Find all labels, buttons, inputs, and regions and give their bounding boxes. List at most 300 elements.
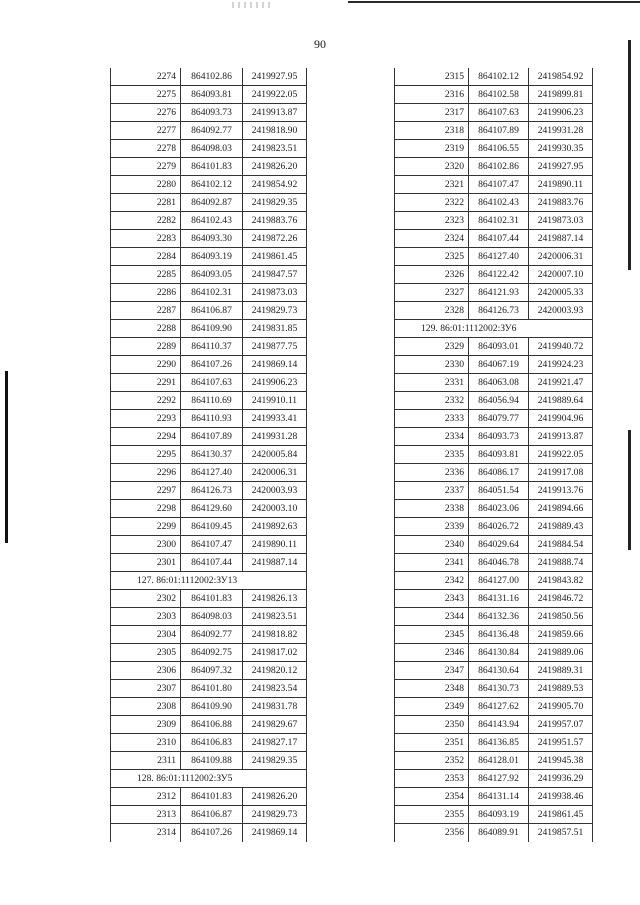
table-row — [111, 392, 307, 410]
coordinate-x: 864097.32 — [181, 662, 243, 680]
point-number: 2284 — [111, 248, 181, 266]
coordinate-x: 864101.83 — [181, 158, 243, 176]
coordinate-x: 864093.05 — [181, 266, 243, 284]
coordinate-x: 864127.40 — [469, 248, 529, 266]
coordinate-x: 864107.44 — [181, 554, 243, 572]
table-row — [395, 230, 593, 248]
coordinate-x: 864101.83 — [181, 590, 243, 608]
table-row — [111, 824, 307, 842]
coordinate-y: 2419829.67 — [243, 716, 307, 734]
table-row — [395, 644, 593, 662]
coordinate-x: 864126.73 — [181, 482, 243, 500]
coordinate-y: 2419817.02 — [243, 644, 307, 662]
table-row — [395, 752, 593, 770]
coordinate-y: 2419927.95 — [529, 158, 593, 176]
scan-edge-mark-right-lower — [628, 430, 631, 550]
coordinate-y: 2419904.96 — [529, 410, 593, 428]
coordinate-y: 2419906.23 — [529, 104, 593, 122]
point-number: 2313 — [111, 806, 181, 824]
point-number: 2348 — [395, 680, 469, 698]
point-number: 2328 — [395, 302, 469, 320]
page-number: 90 — [314, 37, 326, 51]
table-row — [395, 680, 593, 698]
coordinate-x: 864109.45 — [181, 518, 243, 536]
coordinate-x: 864106.87 — [181, 302, 243, 320]
parcel-section-title: 127. 86:01:1112002:ЗУ13 — [111, 572, 307, 590]
table-row — [111, 320, 307, 338]
coordinate-x: 864102.31 — [181, 284, 243, 302]
point-number: 2305 — [111, 644, 181, 662]
table-row — [395, 410, 593, 428]
coordinate-x: 864107.89 — [469, 122, 529, 140]
coordinate-y: 2420006.31 — [529, 248, 593, 266]
coordinate-y: 2419887.14 — [243, 554, 307, 572]
coordinate-x: 864106.88 — [181, 716, 243, 734]
coordinate-x: 864051.54 — [469, 482, 529, 500]
coordinate-x: 864127.92 — [469, 770, 529, 788]
coordinate-y: 2419913.87 — [529, 428, 593, 446]
coordinate-x: 864026.72 — [469, 518, 529, 536]
coordinate-x: 864079.77 — [469, 410, 529, 428]
coordinate-x: 864107.89 — [181, 428, 243, 446]
point-number: 2353 — [395, 770, 469, 788]
coordinate-x: 864110.37 — [181, 338, 243, 356]
coordinate-x: 864109.90 — [181, 698, 243, 716]
coordinate-y: 2419823.51 — [243, 608, 307, 626]
coordinate-y: 2420005.84 — [243, 446, 307, 464]
coordinate-y: 2419831.78 — [243, 698, 307, 716]
point-number: 2334 — [395, 428, 469, 446]
table-row — [395, 734, 593, 752]
point-number: 2325 — [395, 248, 469, 266]
coordinate-y: 2419936.29 — [529, 770, 593, 788]
point-number: 2346 — [395, 644, 469, 662]
point-number: 2309 — [111, 716, 181, 734]
table-row — [111, 680, 307, 698]
point-number: 2295 — [111, 446, 181, 464]
coordinate-y: 2419906.23 — [243, 374, 307, 392]
table-row — [395, 248, 593, 266]
coordinate-x: 864102.12 — [181, 176, 243, 194]
table-row — [111, 410, 307, 428]
table-row — [111, 536, 307, 554]
point-number: 2290 — [111, 356, 181, 374]
point-number: 2335 — [395, 446, 469, 464]
table-row — [395, 104, 593, 122]
parcel-section-title: 129. 86:01:1112002:ЗУ6 — [395, 320, 593, 338]
table-row — [111, 284, 307, 302]
coordinate-y: 2419933.41 — [243, 410, 307, 428]
coordinate-y: 2419899.81 — [529, 86, 593, 104]
coordinate-x: 864131.14 — [469, 788, 529, 806]
table-row — [395, 806, 593, 824]
table-row — [111, 212, 307, 230]
coordinate-y: 2420007.10 — [529, 266, 593, 284]
section-row — [395, 320, 593, 338]
coordinate-x: 864102.43 — [181, 212, 243, 230]
point-number: 2315 — [395, 68, 469, 86]
point-number: 2342 — [395, 572, 469, 590]
point-number: 2323 — [395, 212, 469, 230]
coordinate-x: 864107.44 — [469, 230, 529, 248]
table-row — [111, 122, 307, 140]
point-number: 2326 — [395, 266, 469, 284]
coordinate-x: 864107.47 — [181, 536, 243, 554]
coordinate-y: 2419829.35 — [243, 194, 307, 212]
table-row — [111, 104, 307, 122]
coordinate-x: 864107.26 — [181, 356, 243, 374]
scan-edge-mark-right — [628, 40, 631, 270]
coordinate-y: 2419847.57 — [243, 266, 307, 284]
point-number: 2275 — [111, 86, 181, 104]
table-row — [395, 284, 593, 302]
coordinate-x: 864098.03 — [181, 140, 243, 158]
coordinate-y: 2419930.35 — [529, 140, 593, 158]
point-number: 2354 — [395, 788, 469, 806]
table-row — [111, 482, 307, 500]
table-row — [395, 122, 593, 140]
point-number: 2281 — [111, 194, 181, 212]
coordinate-y: 2419889.31 — [529, 662, 593, 680]
table-row — [395, 464, 593, 482]
point-number: 2318 — [395, 122, 469, 140]
table-row — [395, 482, 593, 500]
point-number: 2307 — [111, 680, 181, 698]
coordinate-x: 864102.58 — [469, 86, 529, 104]
point-number: 2336 — [395, 464, 469, 482]
coordinate-x: 864130.64 — [469, 662, 529, 680]
coordinate-y: 2419892.63 — [243, 518, 307, 536]
point-number: 2322 — [395, 194, 469, 212]
coordinate-y: 2419884.54 — [529, 536, 593, 554]
point-number: 2339 — [395, 518, 469, 536]
coordinate-y: 2419820.12 — [243, 662, 307, 680]
point-number: 2347 — [395, 662, 469, 680]
point-number: 2319 — [395, 140, 469, 158]
coordinate-y: 2419927.95 — [243, 68, 307, 86]
point-number: 2310 — [111, 734, 181, 752]
point-number: 2287 — [111, 302, 181, 320]
point-number: 2345 — [395, 626, 469, 644]
point-number: 2304 — [111, 626, 181, 644]
coordinate-y: 2419889.43 — [529, 518, 593, 536]
coordinate-x: 864067.19 — [469, 356, 529, 374]
coordinate-x: 864063.08 — [469, 374, 529, 392]
coordinate-y: 2420006.31 — [243, 464, 307, 482]
point-number: 2332 — [395, 392, 469, 410]
coordinate-x: 864093.30 — [181, 230, 243, 248]
coordinate-x: 864127.40 — [181, 464, 243, 482]
point-number: 2306 — [111, 662, 181, 680]
point-number: 2279 — [111, 158, 181, 176]
point-number: 2282 — [111, 212, 181, 230]
coordinate-y: 2420005.33 — [529, 284, 593, 302]
coordinate-x: 864143.94 — [469, 716, 529, 734]
point-number: 2294 — [111, 428, 181, 446]
table-row — [395, 770, 593, 788]
parcel-section-title: 128. 86:01:1112002:ЗУ5 — [111, 770, 307, 788]
coordinate-x: 864102.43 — [469, 194, 529, 212]
table-row — [395, 68, 593, 86]
point-number: 2340 — [395, 536, 469, 554]
coordinate-y: 2419924.23 — [529, 356, 593, 374]
coordinate-x: 864089.91 — [469, 824, 529, 842]
table-row — [395, 554, 593, 572]
point-number: 2356 — [395, 824, 469, 842]
coordinate-x: 864126.73 — [469, 302, 529, 320]
point-number: 2301 — [111, 554, 181, 572]
coordinate-y: 2419873.03 — [243, 284, 307, 302]
coordinate-y: 2419857.51 — [529, 824, 593, 842]
coordinate-y: 2419861.45 — [243, 248, 307, 266]
coordinate-x: 864102.31 — [469, 212, 529, 230]
table-row — [395, 374, 593, 392]
coordinate-y: 2419823.51 — [243, 140, 307, 158]
coordinate-y: 2419913.76 — [529, 482, 593, 500]
table-row — [111, 158, 307, 176]
coordinate-x: 864093.19 — [469, 806, 529, 824]
table-row — [395, 158, 593, 176]
coordinate-y: 2419917.08 — [529, 464, 593, 482]
table-row — [395, 788, 593, 806]
point-number: 2349 — [395, 698, 469, 716]
coordinate-x: 864056.94 — [469, 392, 529, 410]
coordinate-x: 864023.06 — [469, 500, 529, 518]
coordinate-x: 864086.17 — [469, 464, 529, 482]
point-number: 2333 — [395, 410, 469, 428]
coordinates-table-left-body — [111, 68, 307, 842]
coordinate-x: 864127.00 — [469, 572, 529, 590]
coordinate-y: 2419931.28 — [529, 122, 593, 140]
scan-edge-mark — [5, 371, 8, 543]
table-row — [111, 752, 307, 770]
table-row — [111, 356, 307, 374]
table-row — [395, 392, 593, 410]
coordinate-y: 2419829.73 — [243, 806, 307, 824]
table-row — [395, 194, 593, 212]
coordinate-y: 2419843.82 — [529, 572, 593, 590]
point-number: 2283 — [111, 230, 181, 248]
coordinate-y: 2419887.14 — [529, 230, 593, 248]
table-row — [111, 230, 307, 248]
coordinate-x: 864136.85 — [469, 734, 529, 752]
coordinate-y: 2419869.14 — [243, 356, 307, 374]
table-row — [111, 626, 307, 644]
table-row — [111, 788, 307, 806]
scan-artifact-dots — [232, 2, 272, 8]
table-row — [111, 554, 307, 572]
coordinate-y: 2419890.11 — [243, 536, 307, 554]
point-number: 2316 — [395, 86, 469, 104]
table-row — [395, 608, 593, 626]
coordinate-y: 2419826.20 — [243, 158, 307, 176]
coordinate-y: 2420003.93 — [529, 302, 593, 320]
coordinate-x: 864130.73 — [469, 680, 529, 698]
coordinate-x: 864102.86 — [181, 68, 243, 86]
coordinate-y: 2419883.76 — [243, 212, 307, 230]
point-number: 2288 — [111, 320, 181, 338]
table-row — [111, 446, 307, 464]
table-row — [395, 446, 593, 464]
coordinate-y: 2419854.92 — [243, 176, 307, 194]
coordinate-x: 864101.83 — [181, 788, 243, 806]
point-number: 2324 — [395, 230, 469, 248]
point-number: 2344 — [395, 608, 469, 626]
table-row — [111, 266, 307, 284]
table-row — [395, 824, 593, 842]
point-number: 2337 — [395, 482, 469, 500]
table-row — [395, 86, 593, 104]
coordinate-y: 2419869.14 — [243, 824, 307, 842]
table-row — [395, 338, 593, 356]
coordinate-x: 864107.47 — [469, 176, 529, 194]
point-number: 2296 — [111, 464, 181, 482]
table-row — [111, 518, 307, 536]
coordinate-y: 2419905.70 — [529, 698, 593, 716]
coordinate-x: 864092.77 — [181, 626, 243, 644]
coordinate-x: 864046.78 — [469, 554, 529, 572]
coordinate-y: 2419910.11 — [243, 392, 307, 410]
coordinate-y: 2419826.13 — [243, 590, 307, 608]
point-number: 2329 — [395, 338, 469, 356]
coordinate-y: 2420003.93 — [243, 482, 307, 500]
point-number: 2278 — [111, 140, 181, 158]
point-number: 2321 — [395, 176, 469, 194]
coordinate-x: 864107.63 — [181, 374, 243, 392]
coordinate-y: 2419829.73 — [243, 302, 307, 320]
point-number: 2350 — [395, 716, 469, 734]
coordinate-x: 864101.80 — [181, 680, 243, 698]
table-row — [395, 698, 593, 716]
table-row — [395, 266, 593, 284]
point-number: 2341 — [395, 554, 469, 572]
coordinate-y: 2419850.56 — [529, 608, 593, 626]
table-row — [111, 68, 307, 86]
coordinate-x: 864107.26 — [181, 824, 243, 842]
coordinate-y: 2419877.75 — [243, 338, 307, 356]
point-number: 2280 — [111, 176, 181, 194]
point-number: 2300 — [111, 536, 181, 554]
table-row — [395, 716, 593, 734]
table-row — [111, 140, 307, 158]
coordinate-x: 864130.84 — [469, 644, 529, 662]
table-row — [111, 464, 307, 482]
table-row — [111, 176, 307, 194]
point-number: 2293 — [111, 410, 181, 428]
coordinate-y: 2419913.87 — [243, 104, 307, 122]
coordinate-x: 864093.73 — [469, 428, 529, 446]
coordinate-x: 864109.88 — [181, 752, 243, 770]
point-number: 2312 — [111, 788, 181, 806]
coordinate-x: 864102.12 — [469, 68, 529, 86]
table-row — [111, 608, 307, 626]
point-number: 2274 — [111, 68, 181, 86]
coordinate-x: 864106.55 — [469, 140, 529, 158]
coordinates-table-left — [110, 68, 307, 842]
coordinate-x: 864110.69 — [181, 392, 243, 410]
coordinate-y: 2419818.90 — [243, 122, 307, 140]
table-row — [395, 626, 593, 644]
point-number: 2276 — [111, 104, 181, 122]
coordinate-y: 2419861.45 — [529, 806, 593, 824]
coordinate-y: 2419921.47 — [529, 374, 593, 392]
point-number: 2352 — [395, 752, 469, 770]
coordinate-y: 2419827.17 — [243, 734, 307, 752]
coordinate-x: 864107.63 — [469, 104, 529, 122]
coordinate-x: 864093.73 — [181, 104, 243, 122]
section-row — [111, 572, 307, 590]
point-number: 2298 — [111, 500, 181, 518]
table-row — [111, 590, 307, 608]
coordinate-y: 2419859.66 — [529, 626, 593, 644]
point-number: 2311 — [111, 752, 181, 770]
coordinate-x: 864093.19 — [181, 248, 243, 266]
point-number: 2355 — [395, 806, 469, 824]
coordinate-y: 2419883.76 — [529, 194, 593, 212]
coordinate-x: 864132.36 — [469, 608, 529, 626]
coordinate-x: 864093.01 — [469, 338, 529, 356]
point-number: 2327 — [395, 284, 469, 302]
table-row — [395, 140, 593, 158]
coordinate-x: 864127.62 — [469, 698, 529, 716]
coordinate-y: 2419938.46 — [529, 788, 593, 806]
table-row — [111, 194, 307, 212]
coordinate-y: 2419873.03 — [529, 212, 593, 230]
coordinate-x: 864106.83 — [181, 734, 243, 752]
point-number: 2338 — [395, 500, 469, 518]
coordinate-y: 2419854.92 — [529, 68, 593, 86]
table-row — [111, 644, 307, 662]
coordinate-x: 864130.37 — [181, 446, 243, 464]
table-row — [111, 428, 307, 446]
point-number: 2303 — [111, 608, 181, 626]
table-row — [111, 500, 307, 518]
point-number: 2277 — [111, 122, 181, 140]
coordinate-y: 2419872.26 — [243, 230, 307, 248]
coordinate-y: 2419894.66 — [529, 500, 593, 518]
table-row — [111, 662, 307, 680]
table-row — [395, 518, 593, 536]
table-row — [111, 698, 307, 716]
point-number: 2308 — [111, 698, 181, 716]
coordinate-x: 864110.93 — [181, 410, 243, 428]
coordinate-y: 2419922.05 — [243, 86, 307, 104]
point-number: 2289 — [111, 338, 181, 356]
table-row — [395, 356, 593, 374]
table-row — [111, 302, 307, 320]
coordinate-x: 864128.01 — [469, 752, 529, 770]
coordinate-y: 2419889.06 — [529, 644, 593, 662]
table-row — [395, 176, 593, 194]
coordinate-y: 2419846.72 — [529, 590, 593, 608]
point-number: 2286 — [111, 284, 181, 302]
table-row — [395, 500, 593, 518]
point-number: 2291 — [111, 374, 181, 392]
coordinate-y: 2419951.57 — [529, 734, 593, 752]
table-row — [111, 806, 307, 824]
coordinate-y: 2419890.11 — [529, 176, 593, 194]
point-number: 2343 — [395, 590, 469, 608]
coordinate-y: 2419957.07 — [529, 716, 593, 734]
coordinate-x: 864093.81 — [469, 446, 529, 464]
table-row — [395, 428, 593, 446]
table-row — [111, 374, 307, 392]
coordinate-y: 2419831.85 — [243, 320, 307, 338]
coordinate-x: 864129.60 — [181, 500, 243, 518]
point-number: 2314 — [111, 824, 181, 842]
table-row — [395, 536, 593, 554]
table-row — [111, 338, 307, 356]
